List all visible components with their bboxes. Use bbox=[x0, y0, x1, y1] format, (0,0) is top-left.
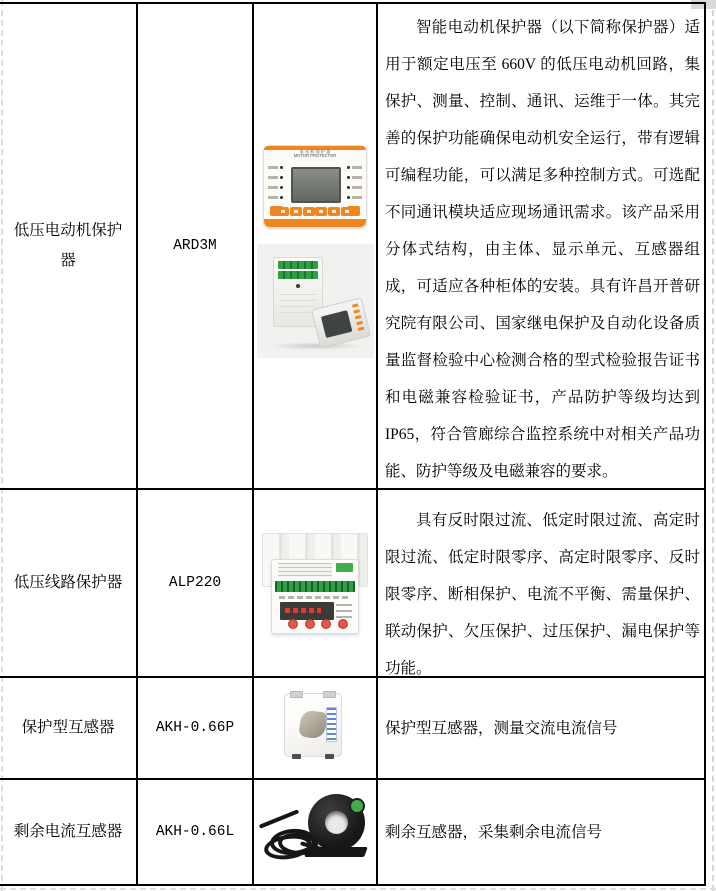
green-sticker bbox=[336, 563, 353, 572]
panel-title-cn: 电 动 机 保 护 器 bbox=[299, 148, 331, 154]
green-button bbox=[349, 798, 365, 814]
label-bar bbox=[352, 186, 362, 189]
product-description: 智能电动机保护器（以下简称保护器）适用于额定电压至 660V 的低压电动机回路，集保护、测量、控制、通讯、运维于一体。其完善的保护功能确保电动机安全运行，带有逻辑可编程功能，可以满足多种控制方式。可选配不同通讯模块适应现场通讯需求。该产品采用分体式结构，由主体、显示单元、互感器组成，可适应各种柜体的安装。具有许昌开普研究院有限公司、国家继电保护及自动化设备质量监督检验中心检测合格的型式检验报告证书和电磁兼容检验证书，产品防护等级均达到 IP65，符合管廊综合监控系统中对相关产品功能、防护等级及电磁兼容的要求。 bbox=[385, 19, 700, 480]
led-label bbox=[268, 166, 283, 169]
cable-lead bbox=[259, 809, 299, 828]
product-model: AKH-0.66L bbox=[155, 824, 235, 840]
product-photo-cell bbox=[254, 678, 378, 780]
product-model: ALP220 bbox=[168, 575, 222, 591]
photo-shadow bbox=[269, 342, 364, 350]
label-bar bbox=[268, 166, 278, 169]
product-name-cell bbox=[0, 678, 138, 780]
round-button bbox=[321, 619, 331, 629]
product-description-cell bbox=[378, 490, 706, 678]
round-button bbox=[338, 619, 348, 629]
led-dot bbox=[347, 186, 350, 189]
round-button bbox=[305, 619, 315, 629]
led-label bbox=[268, 186, 283, 189]
product-description: 保护型互感器，测量交流电流信号 bbox=[385, 719, 618, 737]
product-name: 低压电动机保护器 bbox=[13, 222, 123, 269]
digital-display bbox=[280, 602, 334, 620]
product-table bbox=[0, 2, 706, 886]
mounting-foot bbox=[292, 754, 301, 759]
product-name-cell bbox=[0, 780, 138, 886]
led-dot bbox=[280, 186, 283, 189]
led-label bbox=[268, 196, 283, 199]
product-photo-ard3m-display-unit bbox=[255, 135, 375, 238]
spec-label bbox=[278, 563, 332, 577]
product-model-cell bbox=[138, 490, 254, 678]
label-bar bbox=[268, 186, 278, 189]
product-name-cell bbox=[0, 4, 138, 490]
enter-button bbox=[341, 207, 353, 216]
display-screen bbox=[320, 310, 352, 338]
panel-title bbox=[288, 150, 341, 157]
product-photo-akh066p bbox=[256, 684, 374, 772]
panel-orange-strip-bottom bbox=[264, 219, 366, 227]
round-button bbox=[288, 619, 298, 629]
product-name: 低压线路保护器 bbox=[13, 574, 123, 591]
module-button-dot bbox=[296, 284, 300, 288]
product-description-cell bbox=[378, 4, 706, 490]
label-bar bbox=[268, 196, 278, 199]
product-description-cell bbox=[378, 678, 706, 780]
product-photo-alp220 bbox=[256, 518, 374, 648]
led-dot bbox=[347, 166, 350, 169]
product-model-cell bbox=[138, 780, 254, 886]
page-edge-bottom bbox=[0, 888, 716, 890]
lcd-screen bbox=[291, 167, 341, 203]
product-name-cell bbox=[0, 490, 138, 678]
product-name: 剩余电流互感器 bbox=[13, 823, 123, 840]
led-label bbox=[268, 176, 283, 179]
product-photo-ard3m-main-body bbox=[257, 244, 374, 358]
label-bar bbox=[352, 196, 362, 199]
side-labels bbox=[336, 604, 352, 620]
terminal-block-row bbox=[278, 261, 318, 269]
metal-clip bbox=[323, 691, 336, 698]
blue-spec-label bbox=[326, 707, 337, 742]
led-label bbox=[347, 176, 362, 179]
product-description: 剩余互感器，采集剩余电流信号 bbox=[385, 823, 603, 841]
panel-button-row bbox=[277, 207, 353, 216]
led-label bbox=[347, 166, 362, 169]
panel-title-en: MOTOR PROTECTOR bbox=[293, 152, 337, 158]
panel-button bbox=[303, 207, 315, 216]
metal-clip bbox=[290, 691, 303, 698]
arrow-right-button bbox=[328, 207, 340, 216]
label-bar bbox=[268, 176, 278, 179]
transformer-window bbox=[298, 709, 328, 739]
led-dot bbox=[280, 176, 283, 179]
panel-text-line bbox=[279, 596, 351, 599]
label-bar bbox=[352, 166, 362, 169]
product-model: ARD3M bbox=[173, 238, 217, 254]
panel-button bbox=[290, 207, 302, 216]
product-model-cell bbox=[138, 4, 254, 490]
product-photo-akh066l bbox=[256, 789, 374, 875]
orange-led-column bbox=[351, 303, 364, 334]
terminal-strip bbox=[275, 581, 355, 592]
panel-button bbox=[277, 207, 289, 216]
product-photo-cell bbox=[254, 780, 378, 886]
product-model-cell bbox=[138, 678, 254, 780]
led-dot bbox=[347, 196, 350, 199]
arrow-left-button bbox=[315, 207, 327, 216]
product-photo-cell bbox=[254, 4, 378, 490]
module-vents bbox=[280, 294, 316, 318]
led-dot bbox=[280, 196, 283, 199]
led-labels-left bbox=[268, 166, 283, 206]
label-bar bbox=[352, 176, 362, 179]
product-model: AKH-0.66P bbox=[155, 720, 235, 736]
terminal-block-row bbox=[278, 271, 318, 279]
led-label bbox=[347, 186, 362, 189]
product-name: 保护型互感器 bbox=[21, 719, 115, 736]
current-transformer-body bbox=[284, 693, 342, 757]
protector-front-panel bbox=[263, 145, 367, 228]
led-labels-right bbox=[347, 166, 362, 206]
led-label bbox=[347, 196, 362, 199]
led-dot bbox=[280, 166, 283, 169]
button-row bbox=[288, 619, 348, 629]
product-photo-cell bbox=[254, 490, 378, 678]
alp220-front-unit bbox=[271, 559, 359, 634]
led-dot bbox=[347, 176, 350, 179]
mounting-foot bbox=[325, 754, 334, 759]
product-description: 具有反时限过流、低定时限过流、高定时限过流、低定时限零序、高定时限零序、反时限零序、断相保护、电流不平衡、需量保护、联动保护、欠压保护、过压保护、漏电保护等功能。 bbox=[385, 512, 700, 677]
page-edge-right bbox=[712, 0, 714, 891]
product-description-cell bbox=[378, 780, 706, 886]
